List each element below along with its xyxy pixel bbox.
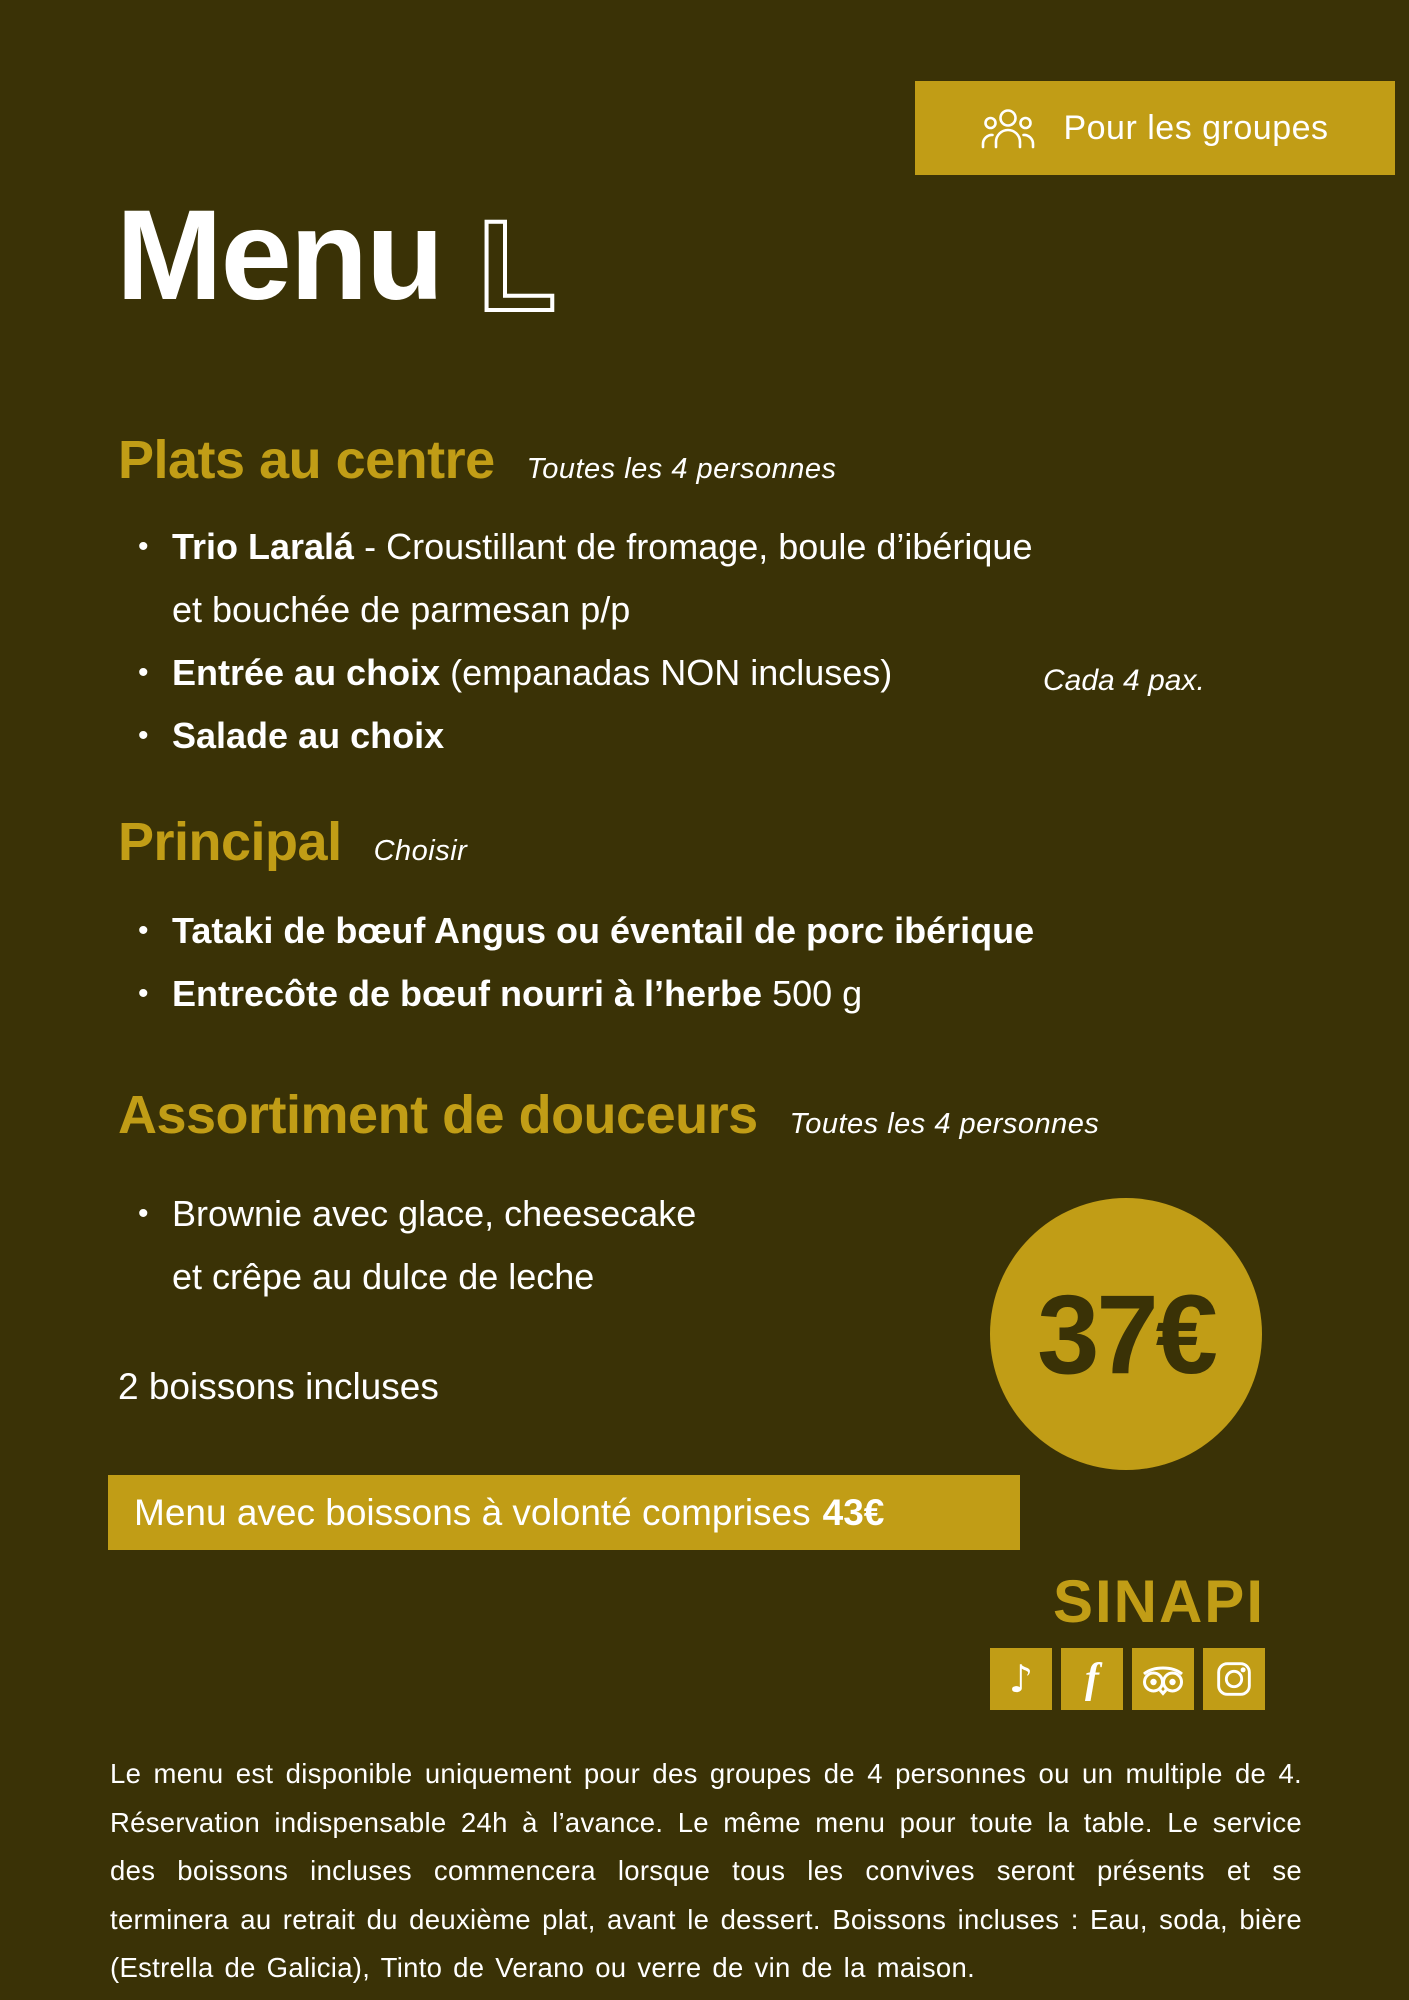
banner-price: 43€ xyxy=(822,1491,885,1533)
menu-item: • Entrée au choix (empanadas NON incluses) xyxy=(118,641,1369,704)
per-four-note: Cada 4 pax. xyxy=(1043,664,1205,697)
groups-badge xyxy=(915,81,1395,175)
section-heading: Plats au centre xyxy=(118,430,495,490)
tripadvisor-icon[interactable] xyxy=(1132,1648,1194,1710)
brand-name: SINAPI xyxy=(1052,1568,1265,1635)
title-main: Menu xyxy=(116,184,443,327)
price-badge-value: 37€ xyxy=(1037,1271,1215,1397)
menu-item: • Brownie avec glace, cheesecake et crêpe au dulce de leche xyxy=(118,1182,1369,1308)
tiktok-icon[interactable]: ♪ xyxy=(990,1648,1052,1710)
section-heading: Assortiment de douceurs xyxy=(118,1085,758,1145)
menu-item: • Trio Laralá - Croustillant de fromage, boule d’ibérique et bouchée de parmesan p/p xyxy=(118,515,1369,641)
groups-badge-label: Pour les groupes xyxy=(1063,108,1329,147)
conditions-text: Le menu est disponible uniquement pour des groupes de 4 personnes ou un multiple de 4. Réservation indispensable 24h à l’avance. Le même menu pour toute la table. Le service des boissons incluses commencera lorsque tous les convives seront présents et se terminera au retrait du deuxième plat, avant le dessert. Boissons incluses : Eau, soda, bière (Estrella de Galicia), Tinto de Verano ou verre de vin de la maison. xyxy=(110,1758,1302,1983)
instagram-icon[interactable] xyxy=(1203,1648,1265,1710)
menu-item: • Tataki de bœuf Angus ou éventail de porc ibérique xyxy=(118,899,1369,962)
page-title xyxy=(116,184,555,338)
section-plats-au-centre xyxy=(118,430,1369,767)
unlimited-drinks-banner xyxy=(108,1475,1020,1550)
group-icon xyxy=(981,107,1035,149)
price-badge xyxy=(990,1198,1262,1470)
section-note: Toutes les 4 personnes xyxy=(526,453,837,485)
svg-text:L: L xyxy=(478,195,555,338)
menu-item: • Salade au choix xyxy=(118,704,1369,767)
facebook-icon[interactable]: f xyxy=(1061,1648,1123,1710)
brand-block xyxy=(990,1568,1265,1710)
section-heading: Principal xyxy=(118,812,342,872)
drinks-included-note: 2 boissons incluses xyxy=(118,1366,439,1407)
section-principal xyxy=(118,812,1369,1025)
section-note: Choisir xyxy=(373,835,468,867)
section-note: Toutes les 4 personnes xyxy=(789,1108,1100,1140)
social-icons-row xyxy=(990,1648,1265,1710)
title-variant-letter xyxy=(472,195,555,338)
menu-item: • Entrecôte de bœuf nourri à l’herbe 500 g xyxy=(118,962,1369,1025)
banner-text: Menu avec boissons à volonté comprises xyxy=(134,1491,811,1533)
